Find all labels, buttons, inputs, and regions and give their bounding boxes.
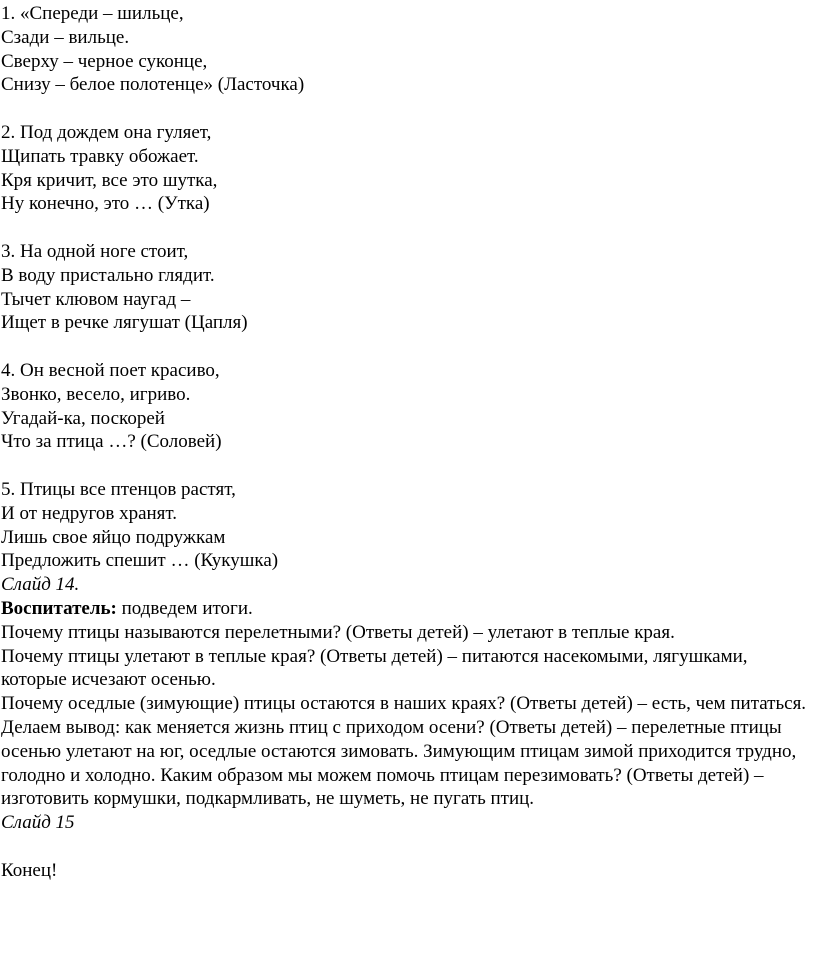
teacher-text: подведем итоги. — [116, 597, 253, 619]
blank-line — [1, 454, 811, 478]
blank-line — [1, 835, 811, 859]
riddle-line: Угадай-ка, поскорей — [1, 407, 165, 429]
paragraph: Почему птицы улетают в теплые края? (Ответы детей) – питаются насекомыми, лягушками, которые исчезают осенью. — [1, 645, 748, 691]
riddle-line: 1. «Спереди – шильце, — [1, 3, 184, 24]
slide-14-label: Слайд 14. — [1, 574, 80, 596]
riddle-line: В воду пристально глядит. — [1, 264, 215, 286]
riddle-line: 4. Он весной поет красиво, — [1, 359, 220, 381]
riddle-line: Что за птица …? (Соловей) — [1, 431, 222, 453]
riddle-line: И от недругов хранят. — [1, 502, 178, 524]
paragraph: Почему птицы называются перелетными? (Ответы детей) – улетают в теплые края. — [1, 621, 675, 643]
riddle-line: Звонко, весело, игриво. — [1, 383, 191, 405]
ending-text: Конец! — [1, 859, 58, 881]
riddle-line: Ищет в речке лягушат (Цапля) — [1, 312, 248, 334]
riddle-2 — [1, 121, 811, 216]
riddle-1 — [1, 2, 811, 97]
blank-line — [1, 97, 811, 121]
paragraph: Делаем вывод: как меняется жизнь птиц с приходом осени? (Ответы детей) – перелетные птицы осенью улетают на юг, оседлые остаются зимовать. Зимующим птицам зимой приходится трудно, голодно и холодно. Каким образом мы можем помочь птицам перезимовать? (Ответы детей) – изготовить кормушки, подкармливать, не шуметь, не пугать птиц. — [1, 716, 797, 810]
paragraph: Почему оседлые (зимующие) птицы остаются в наших краях? (Ответы детей) – есть, чем питаться. — [1, 693, 807, 715]
riddle-line: Лишь свое яйцо подружкам — [1, 526, 226, 548]
riddle-line: 5. Птицы все птенцов растят, — [1, 478, 236, 500]
riddle-line: Сверху – черное суконце, — [1, 50, 208, 72]
riddle-line: Предложить спешит … (Кукушка) — [1, 550, 279, 572]
riddle-line: Ну конечно, это … (Утка) — [1, 193, 210, 215]
teacher-label: Воспитатель: — [1, 597, 117, 619]
riddle-line: Щипать травку обожает. — [1, 145, 199, 167]
blank-line — [1, 216, 811, 240]
riddle-5 — [1, 478, 811, 573]
riddle-line: Тычет клювом наугад – — [1, 288, 191, 310]
riddle-line: 3. На одной ноге стоит, — [1, 240, 189, 262]
riddle-line: Снизу – белое полотенце» (Ласточка) — [1, 74, 305, 96]
riddle-line: 2. Под дождем она гуляет, — [1, 121, 212, 143]
riddle-line: Сзади – вильце. — [1, 26, 130, 48]
riddle-3 — [1, 240, 811, 335]
slide-15-label: Слайд 15 — [1, 812, 75, 834]
riddle-4 — [1, 359, 811, 454]
riddle-line: Кря кричит, все это шутка, — [1, 169, 218, 191]
blank-line — [1, 335, 811, 359]
teacher-line — [1, 597, 811, 621]
document-body — [1, 2, 811, 882]
